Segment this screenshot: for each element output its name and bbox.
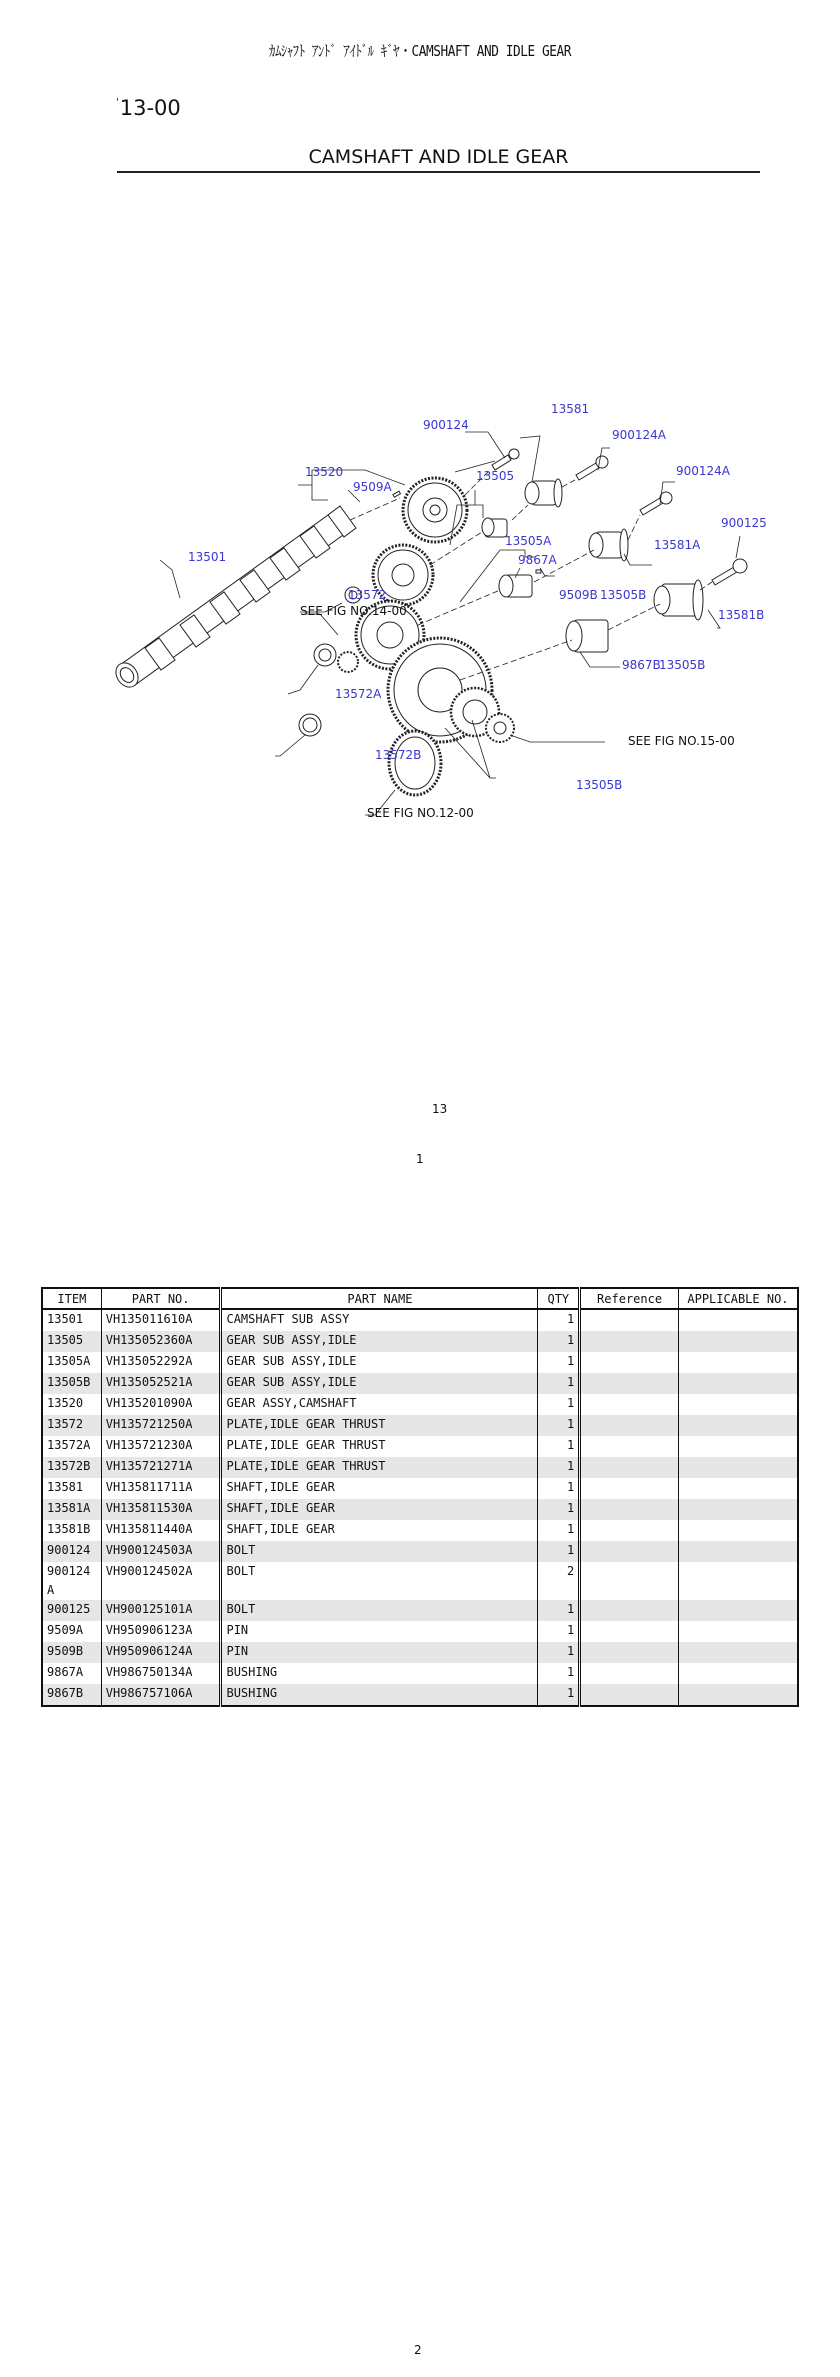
cell-part-name: PLATE,IDLE GEAR THRUST (221, 1457, 538, 1478)
cell-reference (580, 1436, 679, 1457)
callout-13581B: 13581B (718, 608, 765, 622)
shaft-13581A-drawing (589, 529, 628, 561)
cell-reference (580, 1541, 679, 1562)
cell-item: 9509A (42, 1621, 101, 1642)
cell-part-name: SHAFT,IDLE GEAR (221, 1520, 538, 1541)
section-number (116, 96, 181, 120)
cell-qty: 1 (538, 1373, 580, 1394)
cell-applicable (678, 1621, 798, 1642)
table-row (42, 1373, 798, 1394)
parts-table-body (42, 1309, 798, 1706)
cell-reference (580, 1352, 679, 1373)
table-row (42, 1352, 798, 1373)
callout-13572B: 13572B (375, 748, 422, 762)
cell-applicable (678, 1562, 798, 1600)
callout-13505B: 13505B (600, 588, 647, 602)
cell-reference (580, 1499, 679, 1520)
cell-item: 900124 (42, 1541, 101, 1562)
bolt-900125-drawing (712, 559, 747, 585)
shaft-13581-drawing (525, 479, 562, 507)
cell-part-name: PLATE,IDLE GEAR THRUST (221, 1436, 538, 1457)
column-header-qty: QTY (538, 1288, 580, 1309)
cell-item: 13572 (42, 1415, 101, 1436)
title-divider (117, 171, 760, 173)
see-fig-12-reference: SEE FIG NO.12-00 (367, 806, 474, 820)
cell-part-no: VH900124503A (101, 1541, 221, 1562)
cell-applicable (678, 1684, 798, 1706)
cell-qty: 1 (538, 1663, 580, 1684)
table-row (42, 1457, 798, 1478)
camshaft-gear-drawing (403, 478, 467, 542)
callout-13581: 13581 (551, 402, 590, 416)
column-header-reference: Reference (580, 1288, 679, 1309)
cell-item: 9867A (42, 1663, 101, 1684)
callout-13572A: 13572A (335, 687, 382, 701)
bolt-900124-drawing (492, 449, 519, 470)
cell-part-no: VH135811711A (101, 1478, 221, 1499)
table-row (42, 1331, 798, 1352)
cell-item: 13581A (42, 1499, 101, 1520)
cell-part-no: VH135811440A (101, 1520, 221, 1541)
cell-reference (580, 1309, 679, 1331)
bolt-900124A-drawing-2 (640, 492, 672, 515)
column-header-item: ITEM (42, 1288, 101, 1309)
callout-13505B: 13505B (659, 658, 706, 672)
cell-part-name: BUSHING (221, 1663, 538, 1684)
cell-part-name: PIN (221, 1621, 538, 1642)
cell-reference (580, 1457, 679, 1478)
cell-applicable (678, 1520, 798, 1541)
cell-item: 13505B (42, 1373, 101, 1394)
cell-part-no: VH135052360A (101, 1331, 221, 1352)
cell-reference (580, 1684, 679, 1706)
table-row (42, 1684, 798, 1706)
cell-applicable (678, 1415, 798, 1436)
cell-qty: 1 (538, 1457, 580, 1478)
cell-part-no: VH135011610A (101, 1309, 221, 1331)
cell-part-no: VH135811530A (101, 1499, 221, 1520)
cell-part-no: VH900124502A (101, 1562, 221, 1600)
callout-13505A: 13505A (505, 534, 552, 548)
cell-qty: 1 (538, 1352, 580, 1373)
section-tick: ' (116, 97, 119, 108)
cell-part-no: VH135201090A (101, 1394, 221, 1415)
cell-part-name: GEAR ASSY,CAMSHAFT (221, 1394, 538, 1415)
cell-part-name: BOLT (221, 1600, 538, 1621)
diagram-drawing (100, 390, 760, 840)
callout-13505B: 13505B (576, 778, 623, 792)
group-number: 13 (432, 1102, 448, 1116)
callout-9867B: 9867B (622, 658, 661, 672)
cell-item: 9509B (42, 1642, 101, 1663)
cell-reference (580, 1520, 679, 1541)
cell-applicable (678, 1394, 798, 1415)
cell-qty: 1 (538, 1331, 580, 1352)
figure-page-number: 1 (416, 1152, 424, 1166)
page-title: CAMSHAFT AND IDLE GEAR (308, 146, 569, 168)
cell-part-no: VH135721271A (101, 1457, 221, 1478)
cell-reference (580, 1663, 679, 1684)
cell-applicable (678, 1457, 798, 1478)
cell-reference (580, 1621, 679, 1642)
idle-gear-13505B-drawing (388, 638, 514, 795)
cell-item: 900124A (42, 1562, 101, 1600)
cell-applicable (678, 1642, 798, 1663)
bushing-9867B-drawing (566, 620, 608, 652)
parts-list-table (41, 1287, 799, 1707)
cell-applicable (678, 1373, 798, 1394)
cell-part-name: GEAR SUB ASSY,IDLE (221, 1331, 538, 1352)
cell-part-name: BOLT (221, 1562, 538, 1600)
table-row (42, 1415, 798, 1436)
cell-qty: 1 (538, 1684, 580, 1706)
cell-reference (580, 1478, 679, 1499)
cell-part-name: CAMSHAFT SUB ASSY (221, 1309, 538, 1331)
cell-reference (580, 1394, 679, 1415)
cell-part-no: VH135721250A (101, 1415, 221, 1436)
cell-applicable (678, 1352, 798, 1373)
cell-applicable (678, 1499, 798, 1520)
cell-item: 13572B (42, 1457, 101, 1478)
bushing-9867A-drawing (499, 575, 532, 597)
cell-part-no: VH986750134A (101, 1663, 221, 1684)
cell-qty: 2 (538, 1562, 580, 1600)
table-row (42, 1621, 798, 1642)
callout-9509B: 9509B (559, 588, 598, 602)
column-header-applicable-no: APPLICABLE NO. (678, 1288, 798, 1309)
cell-reference (580, 1600, 679, 1621)
running-header: ｶﾑｼｬﾌﾄ ｱﾝﾄﾞ ｱｲﾄﾞﾙ ｷﾞﾔ・CAMSHAFT AND IDLE GEAR (269, 42, 571, 60)
cell-qty: 1 (538, 1621, 580, 1642)
cell-part-no: VH986757106A (101, 1684, 221, 1706)
cell-part-no: VH135052521A (101, 1373, 221, 1394)
cell-item: 13572A (42, 1436, 101, 1457)
cell-reference (580, 1642, 679, 1663)
cell-applicable (678, 1478, 798, 1499)
table-row (42, 1499, 798, 1520)
cell-reference (580, 1331, 679, 1352)
cell-part-no: VH950906124A (101, 1642, 221, 1663)
cell-qty: 1 (538, 1541, 580, 1562)
cell-qty: 1 (538, 1520, 580, 1541)
cell-qty: 1 (538, 1499, 580, 1520)
cell-part-name: SHAFT,IDLE GEAR (221, 1478, 538, 1499)
cell-applicable (678, 1541, 798, 1562)
callout-13572: 13572 (348, 588, 387, 602)
cell-item: 900125 (42, 1600, 101, 1621)
cell-item: 13501 (42, 1309, 101, 1331)
table-row (42, 1520, 798, 1541)
table-row (42, 1394, 798, 1415)
cell-item: 9867B (42, 1684, 101, 1706)
cell-qty: 1 (538, 1309, 580, 1331)
see-fig-14-reference: SEE FIG NO.14-00 (300, 604, 407, 618)
callout-13505: 13505 (476, 469, 515, 483)
page-number: 2 (414, 2343, 422, 2357)
cell-part-no: VH135052292A (101, 1352, 221, 1373)
table-header-row (42, 1288, 798, 1309)
cell-qty: 1 (538, 1600, 580, 1621)
section-number-text: 13-00 (119, 96, 181, 120)
cell-applicable (678, 1600, 798, 1621)
cell-qty: 1 (538, 1436, 580, 1457)
cell-part-no: VH900125101A (101, 1600, 221, 1621)
table-row (42, 1309, 798, 1331)
cell-item: 13505A (42, 1352, 101, 1373)
cell-item: 13581B (42, 1520, 101, 1541)
callout-9509A: 9509A (353, 480, 392, 494)
callout-900125: 900125 (721, 516, 767, 530)
table-row (42, 1436, 798, 1457)
callout-13501: 13501 (188, 550, 227, 564)
cell-item: 13581 (42, 1478, 101, 1499)
cell-part-no: VH950906123A (101, 1621, 221, 1642)
callout-13581A: 13581A (654, 538, 701, 552)
callout-900124: 900124 (423, 418, 469, 432)
table-row (42, 1663, 798, 1684)
table-row (42, 1541, 798, 1562)
cell-reference (580, 1373, 679, 1394)
table-row (42, 1562, 798, 1600)
cell-part-name: PLATE,IDLE GEAR THRUST (221, 1415, 538, 1436)
column-header-part-name: PART NAME (221, 1288, 538, 1309)
cell-applicable (678, 1663, 798, 1684)
see-fig-15-reference: SEE FIG NO.15-00 (628, 734, 735, 748)
cell-part-name: GEAR SUB ASSY,IDLE (221, 1373, 538, 1394)
cell-qty: 1 (538, 1415, 580, 1436)
shaft-13581B-drawing (654, 580, 703, 620)
cell-item: 13520 (42, 1394, 101, 1415)
table-row (42, 1600, 798, 1621)
cell-qty: 1 (538, 1394, 580, 1415)
cell-applicable (678, 1331, 798, 1352)
callout-900124A: 900124A (676, 464, 731, 478)
table-row (42, 1478, 798, 1499)
cell-applicable (678, 1309, 798, 1331)
cell-part-name: BUSHING (221, 1684, 538, 1706)
bolt-900124A-drawing-1 (576, 456, 608, 480)
cell-qty: 1 (538, 1642, 580, 1663)
callout-900124A: 900124A (612, 428, 667, 442)
cell-reference (580, 1415, 679, 1436)
cell-part-name: PIN (221, 1642, 538, 1663)
cell-reference (580, 1562, 679, 1600)
cell-part-no: VH135721230A (101, 1436, 221, 1457)
table-row (42, 1642, 798, 1663)
cell-item: 13505 (42, 1331, 101, 1352)
callout-13520: 13520 (305, 465, 344, 479)
cell-applicable (678, 1436, 798, 1457)
cell-qty: 1 (538, 1478, 580, 1499)
cell-part-name: SHAFT,IDLE GEAR (221, 1499, 538, 1520)
cell-part-name: BOLT (221, 1541, 538, 1562)
column-header-part-no: PART NO. (101, 1288, 221, 1309)
callout-9867A: 9867A (518, 553, 557, 567)
cell-part-name: GEAR SUB ASSY,IDLE (221, 1352, 538, 1373)
exploded-parts-diagram (100, 390, 767, 840)
